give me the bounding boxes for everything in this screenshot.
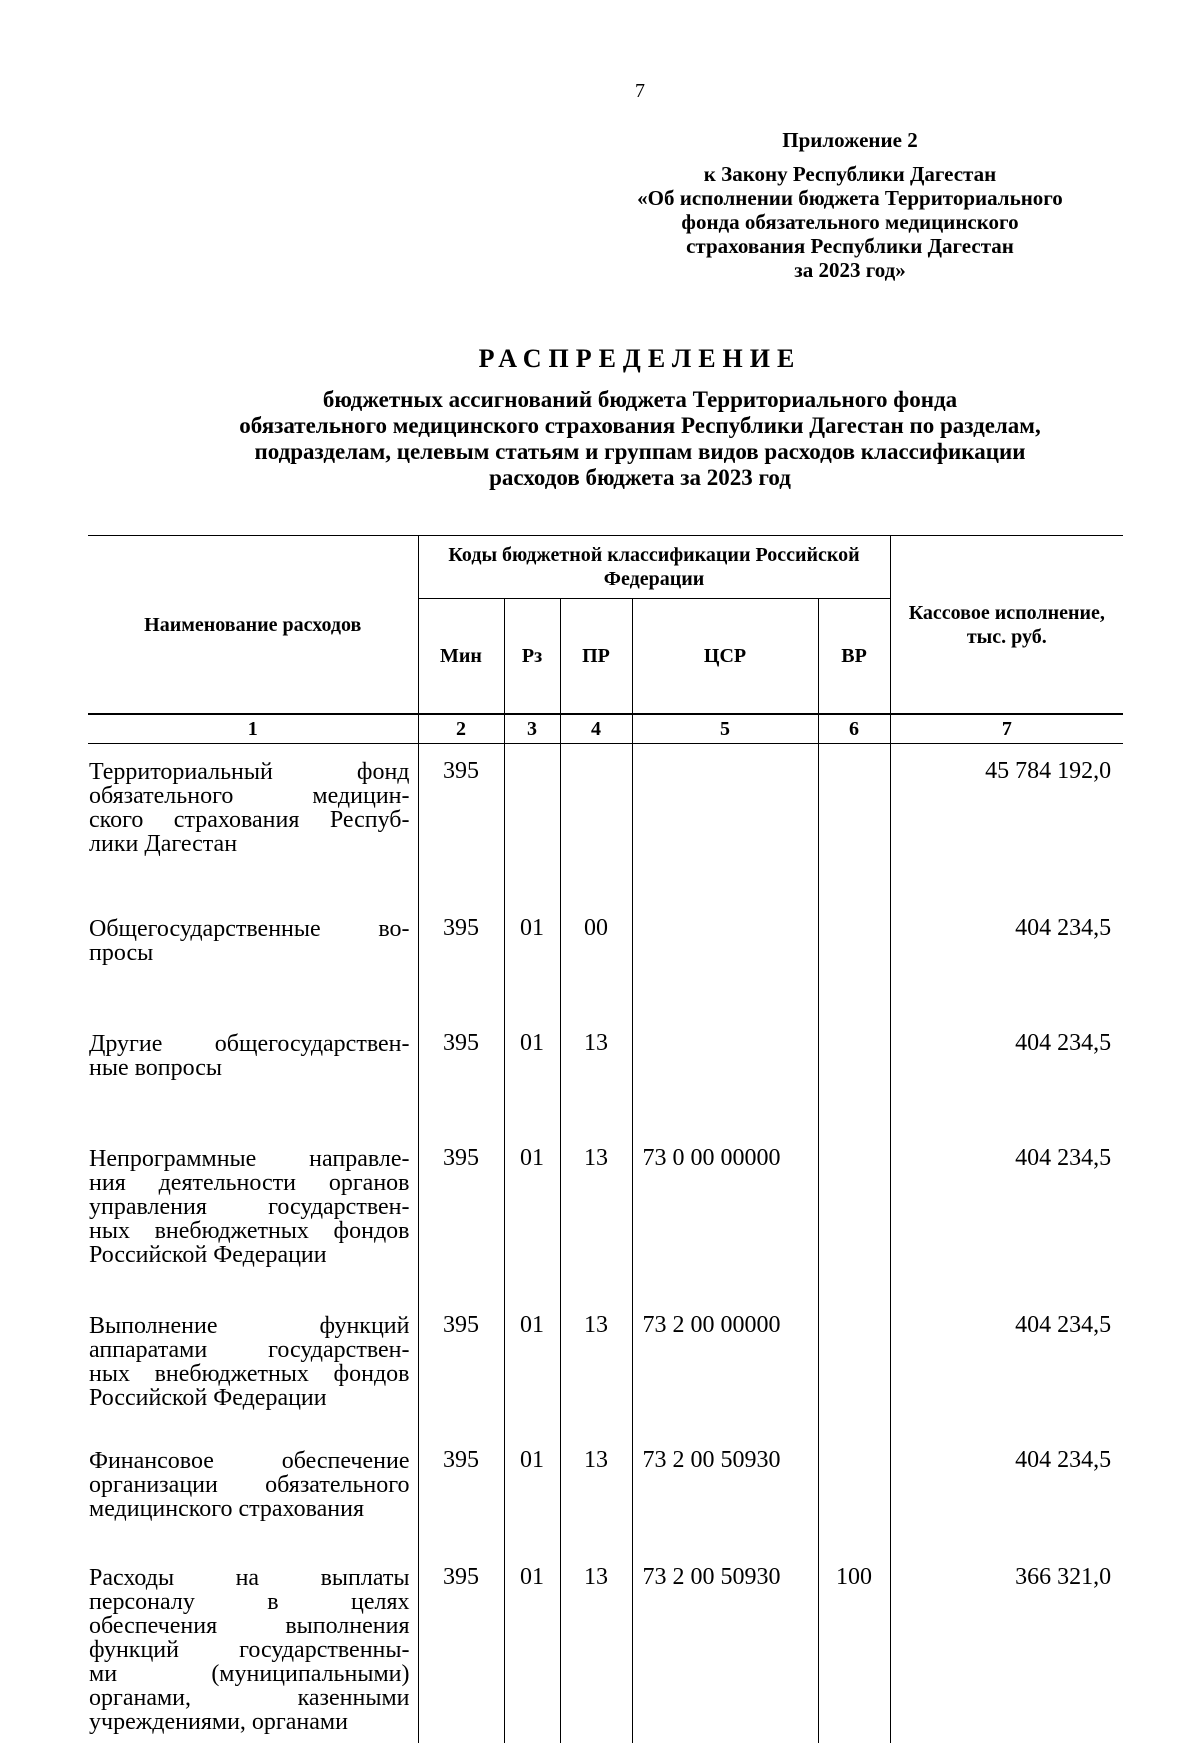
cell-name <box>88 1298 418 1433</box>
column-number: 1 <box>88 714 418 744</box>
cell-name-line: ных внебюджетных фондов <box>89 1362 410 1386</box>
appendix-header <box>560 128 1140 282</box>
cell-name-line: органами, казенными <box>89 1686 410 1710</box>
cell-name-line: ных внебюджетных фондов <box>89 1219 410 1243</box>
cell-name-line: организации обязательного <box>89 1473 410 1497</box>
header-amount: Кассовое исполнение, тыс. руб. <box>890 536 1123 715</box>
appendix-line: к Закону Республики Дагестан <box>560 162 1140 186</box>
cell-csr: 73 2 00 50930 <box>632 1550 818 1743</box>
cell-vr <box>818 901 890 1016</box>
cell-amount: 45 784 192,0 <box>890 744 1123 902</box>
budget-table <box>88 535 1123 1743</box>
cell-csr: 73 0 00 00000 <box>632 1131 818 1298</box>
cell-name-line: лики Дагестан <box>89 832 410 856</box>
appendix-line: за 2023 год» <box>560 258 1140 282</box>
cell-rz: 01 <box>504 1550 560 1743</box>
header-csr: ЦСР <box>632 599 818 715</box>
cell-pr: 13 <box>560 1131 632 1298</box>
cell-name-line: просы <box>89 941 410 965</box>
cell-pr <box>560 744 632 902</box>
cell-rz: 01 <box>504 1298 560 1433</box>
cell-name-line: Российской Федерации <box>89 1243 410 1267</box>
cell-pr: 13 <box>560 1550 632 1743</box>
table-row <box>88 1298 1123 1433</box>
cell-name-line: ния деятельности органов <box>89 1171 410 1195</box>
cell-pr: 00 <box>560 901 632 1016</box>
appendix-line: страхования Республики Дагестан <box>560 234 1140 258</box>
cell-amount: 366 321,0 <box>890 1550 1123 1743</box>
cell-pr: 13 <box>560 1298 632 1433</box>
cell-vr <box>818 1131 890 1298</box>
table-body <box>88 744 1123 1743</box>
cell-name-line: функций государственны- <box>89 1638 410 1662</box>
appendix-line: «Об исполнении бюджета Территориального <box>560 186 1140 210</box>
column-number: 6 <box>818 714 890 744</box>
cell-rz: 01 <box>504 901 560 1016</box>
column-number: 5 <box>632 714 818 744</box>
table-row <box>88 1550 1123 1743</box>
cell-name-line: обеспечения выполнения <box>89 1614 410 1638</box>
cell-name-line: медицинского страхования <box>89 1497 410 1521</box>
cell-name-line: персоналу в целях <box>89 1590 410 1614</box>
header-pr: ПР <box>560 599 632 715</box>
cell-name-line: Расходы на выплаты <box>89 1566 410 1590</box>
cell-name-line: Российской Федерации <box>89 1386 410 1410</box>
column-number: 4 <box>560 714 632 744</box>
cell-name-line: Непрограммные направле- <box>89 1147 410 1171</box>
cell-csr <box>632 901 818 1016</box>
page-number: 7 <box>0 80 1200 103</box>
cell-name <box>88 901 418 1016</box>
cell-rz: 01 <box>504 1016 560 1131</box>
cell-name-line: Общегосударственные во- <box>89 917 410 941</box>
column-number: 3 <box>504 714 560 744</box>
appendix-number: Приложение 2 <box>560 128 1140 152</box>
cell-name-line: ные вопросы <box>89 1056 410 1080</box>
cell-vr: 100 <box>818 1550 890 1743</box>
document-title: РАСПРЕДЕЛЕНИЕ <box>0 344 1200 374</box>
cell-min: 395 <box>418 744 504 902</box>
cell-name-line: учреждениями, органами <box>89 1710 410 1734</box>
header-min: Мин <box>418 599 504 715</box>
cell-min: 395 <box>418 1016 504 1131</box>
cell-vr <box>818 744 890 902</box>
cell-pr: 13 <box>560 1016 632 1131</box>
table-row <box>88 1131 1123 1298</box>
cell-name-line: Другие общегосударствен- <box>89 1032 410 1056</box>
subtitle-line: обязательного медицинского страхования Республики Дагестан по разделам, <box>120 413 1160 439</box>
cell-name-line: ми (муниципальными) <box>89 1662 410 1686</box>
table-row <box>88 1433 1123 1550</box>
appendix-line: фонда обязательного медицинского <box>560 210 1140 234</box>
cell-name <box>88 1433 418 1550</box>
cell-name-line: аппаратами государствен- <box>89 1338 410 1362</box>
column-number: 2 <box>418 714 504 744</box>
header-name: Наименование расходов <box>88 536 418 715</box>
cell-min: 395 <box>418 1131 504 1298</box>
table-row <box>88 1016 1123 1131</box>
header-rz: Рз <box>504 599 560 715</box>
cell-name-line: ского страхования Респуб- <box>89 808 410 832</box>
cell-name <box>88 1550 418 1743</box>
cell-min: 395 <box>418 1298 504 1433</box>
cell-csr: 73 2 00 50930 <box>632 1433 818 1550</box>
column-number: 7 <box>890 714 1123 744</box>
document-subtitle <box>120 387 1160 491</box>
cell-csr: 73 2 00 00000 <box>632 1298 818 1433</box>
cell-min: 395 <box>418 1550 504 1743</box>
cell-vr <box>818 1298 890 1433</box>
cell-rz <box>504 744 560 902</box>
cell-amount: 404 234,5 <box>890 1016 1123 1131</box>
cell-amount: 404 234,5 <box>890 901 1123 1016</box>
subtitle-line: подразделам, целевым статьям и группам видов расходов классификации <box>120 439 1160 465</box>
subtitle-line: бюджетных ассигнований бюджета Территориального фонда <box>120 387 1160 413</box>
cell-vr <box>818 1433 890 1550</box>
cell-amount: 404 234,5 <box>890 1131 1123 1298</box>
cell-name-line: Территориальный фонд <box>89 760 410 784</box>
cell-name-line: Финансовое обеспечение <box>89 1449 410 1473</box>
table-row <box>88 901 1123 1016</box>
cell-name <box>88 1016 418 1131</box>
cell-min: 395 <box>418 901 504 1016</box>
cell-pr: 13 <box>560 1433 632 1550</box>
header-codes-group: Коды бюджетной классификации Российской Федерации <box>418 536 890 599</box>
cell-vr <box>818 1016 890 1131</box>
cell-name-line: Выполнение функций <box>89 1314 410 1338</box>
table-row <box>88 744 1123 902</box>
cell-csr <box>632 1016 818 1131</box>
cell-rz: 01 <box>504 1131 560 1298</box>
cell-csr <box>632 744 818 902</box>
cell-amount: 404 234,5 <box>890 1433 1123 1550</box>
cell-name <box>88 744 418 902</box>
cell-name-line: обязательного медицин- <box>89 784 410 808</box>
cell-amount: 404 234,5 <box>890 1298 1123 1433</box>
cell-name-line: управления государствен- <box>89 1195 410 1219</box>
cell-name <box>88 1131 418 1298</box>
cell-min: 395 <box>418 1433 504 1550</box>
subtitle-line: расходов бюджета за 2023 год <box>120 465 1160 491</box>
header-vr: ВР <box>818 599 890 715</box>
cell-rz: 01 <box>504 1433 560 1550</box>
